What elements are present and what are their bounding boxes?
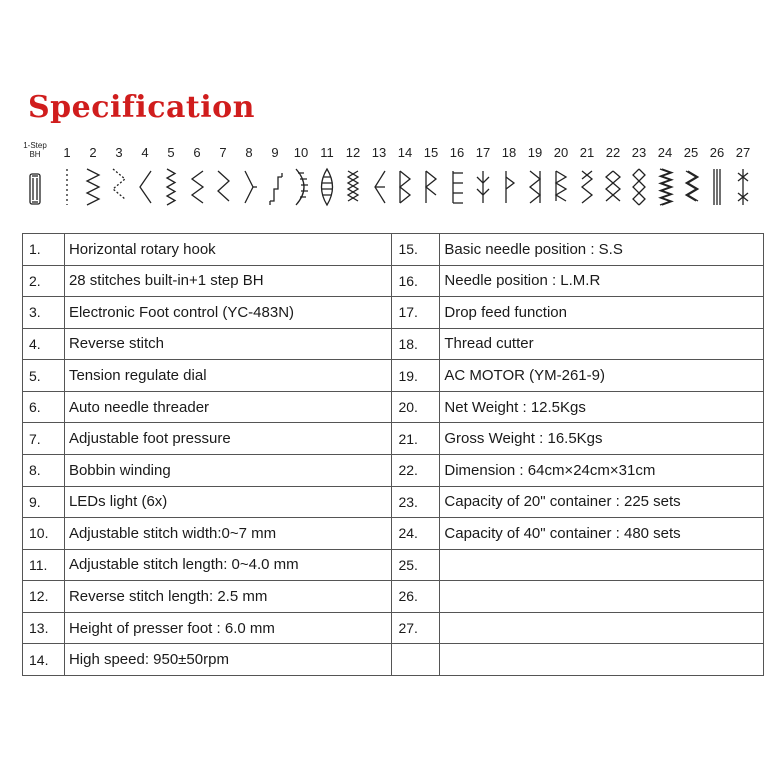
stitch-number: 5 bbox=[167, 145, 175, 160]
spec-text: Horizontal rotary hook bbox=[64, 234, 392, 266]
stitch-pattern-11 bbox=[314, 140, 340, 214]
stitch-number: 22 bbox=[605, 145, 621, 160]
stitch-icon bbox=[106, 165, 132, 209]
spec-text: Reverse stitch bbox=[64, 328, 392, 360]
spec-text: Bobbin winding bbox=[64, 454, 392, 486]
spec-row bbox=[23, 549, 764, 581]
spec-row bbox=[23, 297, 764, 329]
spec-number: 3. bbox=[23, 297, 65, 329]
stitch-pattern-13 bbox=[366, 140, 392, 214]
spec-text: Basic needle position : S.S bbox=[440, 234, 764, 266]
spec-text: Adjustable foot pressure bbox=[64, 423, 392, 455]
stitch-number: 7 bbox=[219, 145, 227, 160]
stitch-icon bbox=[496, 165, 522, 209]
spec-text: Drop feed function bbox=[440, 297, 764, 329]
stitch-pattern-14 bbox=[392, 140, 418, 214]
spec-text: Reverse stitch length: 2.5 mm bbox=[64, 581, 392, 613]
spec-row bbox=[23, 265, 764, 297]
stitch-icon bbox=[158, 165, 184, 209]
spec-row bbox=[23, 234, 764, 266]
stitch-pattern-9 bbox=[262, 140, 288, 214]
stitch-pattern-18 bbox=[496, 140, 522, 214]
spec-number: 22. bbox=[392, 454, 440, 486]
stitch-number: 16 bbox=[449, 145, 465, 160]
spec-text: Capacity of 40" container : 480 sets bbox=[440, 518, 764, 550]
stitch-pattern-25 bbox=[678, 140, 704, 214]
stitch-pattern-7 bbox=[210, 140, 236, 214]
stitch-pattern-2 bbox=[80, 140, 106, 214]
stitch-pattern-3 bbox=[106, 140, 132, 214]
spec-number: 5. bbox=[23, 360, 65, 392]
stitch-icon bbox=[314, 165, 340, 209]
stitch-pattern-4 bbox=[132, 140, 158, 214]
stitch-icon bbox=[184, 165, 210, 209]
stitch-icon bbox=[548, 165, 574, 209]
stitch-number: 8 bbox=[245, 145, 253, 160]
stitch-pattern-27 bbox=[730, 140, 756, 214]
specification-table bbox=[22, 233, 764, 676]
stitch-number: 4 bbox=[141, 145, 149, 160]
spec-text bbox=[440, 581, 764, 613]
page-title: Specification bbox=[28, 90, 255, 125]
stitch-pattern-20 bbox=[548, 140, 574, 214]
spec-text: Net Weight : 12.5Kgs bbox=[440, 391, 764, 423]
spec-number: 26. bbox=[392, 581, 440, 613]
spec-text: Electronic Foot control (YC-483N) bbox=[64, 297, 392, 329]
spec-row bbox=[23, 360, 764, 392]
stitch-pattern-15 bbox=[418, 140, 444, 214]
stitch-pattern-26 bbox=[704, 140, 730, 214]
stitch-pattern-21 bbox=[574, 140, 600, 214]
spec-text: Height of presser foot : 6.0 mm bbox=[64, 612, 392, 644]
stitch-number: 19 bbox=[527, 145, 543, 160]
stitch-icon bbox=[210, 165, 236, 209]
spec-row bbox=[23, 581, 764, 613]
stitch-icon bbox=[444, 165, 470, 209]
stitch-number: 13 bbox=[371, 145, 387, 160]
spec-text: Gross Weight : 16.5Kgs bbox=[440, 423, 764, 455]
spec-number: 15. bbox=[392, 234, 440, 266]
spec-number: 4. bbox=[23, 328, 65, 360]
spec-text bbox=[440, 549, 764, 581]
stitch-number: 17 bbox=[475, 145, 491, 160]
spec-number: 25. bbox=[392, 549, 440, 581]
stitch-number: 26 bbox=[709, 145, 725, 160]
stitch-number: 27 bbox=[735, 145, 751, 160]
spec-number: 1. bbox=[23, 234, 65, 266]
stitch-icon bbox=[340, 165, 366, 209]
spec-number: 18. bbox=[392, 328, 440, 360]
spec-text bbox=[440, 612, 764, 644]
stitch-number: 10 bbox=[293, 145, 309, 160]
stitch-number: 18 bbox=[501, 145, 517, 160]
stitch-pattern-24 bbox=[652, 140, 678, 214]
stitch-number: 6 bbox=[193, 145, 201, 160]
stitch-icon bbox=[574, 165, 600, 209]
stitch-icon bbox=[418, 165, 444, 209]
stitch-icon bbox=[366, 165, 392, 209]
stitch-number: 11 bbox=[320, 145, 334, 160]
spec-number: 10. bbox=[23, 518, 65, 550]
stitch-number: 2 bbox=[89, 145, 97, 160]
spec-row bbox=[23, 454, 764, 486]
spec-text: High speed: 950±50rpm bbox=[64, 644, 392, 676]
spec-number: 8. bbox=[23, 454, 65, 486]
spec-number: 17. bbox=[392, 297, 440, 329]
spec-text: Auto needle threader bbox=[64, 391, 392, 423]
spec-number: 14. bbox=[23, 644, 65, 676]
stitch-pattern-23 bbox=[626, 140, 652, 214]
stitch-pattern-22 bbox=[600, 140, 626, 214]
stitch-icon bbox=[522, 165, 548, 209]
stitch-icon bbox=[54, 165, 80, 209]
stitch-pattern-strip bbox=[22, 140, 762, 214]
spec-number: 6. bbox=[23, 391, 65, 423]
stitch-number: 1 bbox=[63, 145, 71, 160]
stitch-pattern-12 bbox=[340, 140, 366, 214]
stitch-icon bbox=[626, 165, 652, 209]
spec-number: 27. bbox=[392, 612, 440, 644]
stitch-number: 20 bbox=[553, 145, 569, 160]
spec-number: 24. bbox=[392, 518, 440, 550]
spec-text: Tension regulate dial bbox=[64, 360, 392, 392]
spec-number: 21. bbox=[392, 423, 440, 455]
stitch-pattern-16 bbox=[444, 140, 470, 214]
spec-row bbox=[23, 518, 764, 550]
stitch-icon bbox=[22, 170, 48, 214]
spec-row bbox=[23, 328, 764, 360]
spec-text: LEDs light (6x) bbox=[64, 486, 392, 518]
stitch-icon bbox=[678, 165, 704, 209]
stitch-pattern-5 bbox=[158, 140, 184, 214]
stitch-pattern-6 bbox=[184, 140, 210, 214]
stitch-icon bbox=[652, 165, 678, 209]
stitch-icon bbox=[288, 165, 314, 209]
spec-text: AC MOTOR (YM-261-9) bbox=[440, 360, 764, 392]
spec-text: Adjustable stitch width:0~7 mm bbox=[64, 518, 392, 550]
stitch-icon bbox=[80, 165, 106, 209]
spec-number: 19. bbox=[392, 360, 440, 392]
stitch-icon bbox=[132, 165, 158, 209]
stitch-number: 9 bbox=[271, 145, 279, 160]
spec-number: 11. bbox=[23, 549, 65, 581]
spec-text: 28 stitches built-in+1 step BH bbox=[64, 265, 392, 297]
spec-number: 23. bbox=[392, 486, 440, 518]
spec-row bbox=[23, 644, 764, 676]
stitch-pattern-17 bbox=[470, 140, 496, 214]
spec-number bbox=[392, 644, 440, 676]
stitch-number: 25 bbox=[683, 145, 699, 160]
stitch-icon bbox=[470, 165, 496, 209]
stitch-icon bbox=[392, 165, 418, 209]
stitch-number: 12 bbox=[345, 145, 361, 160]
stitch-number: 23 bbox=[631, 145, 647, 160]
stitch-number: 14 bbox=[397, 145, 413, 160]
spec-text: Thread cutter bbox=[440, 328, 764, 360]
stitch-pattern-8 bbox=[236, 140, 262, 214]
spec-number: 12. bbox=[23, 581, 65, 613]
stitch-number: 15 bbox=[423, 145, 439, 160]
spec-number: 20. bbox=[392, 391, 440, 423]
stitch-number: 3 bbox=[115, 145, 123, 160]
stitch-pattern-1 bbox=[54, 140, 80, 214]
spec-row bbox=[23, 486, 764, 518]
stitch-number: 21 bbox=[579, 145, 595, 160]
spec-row bbox=[23, 612, 764, 644]
spec-text bbox=[440, 644, 764, 676]
stitch-icon bbox=[262, 165, 288, 209]
stitch-icon bbox=[236, 165, 262, 209]
stitch-pattern-buttonhole bbox=[22, 140, 48, 214]
stitch-icon bbox=[600, 165, 626, 209]
spec-row bbox=[23, 391, 764, 423]
stitch-icon bbox=[704, 165, 730, 209]
spec-number: 16. bbox=[392, 265, 440, 297]
stitch-icon bbox=[730, 165, 756, 209]
stitch-number: 1-Step BH bbox=[23, 141, 47, 159]
spec-number: 13. bbox=[23, 612, 65, 644]
spec-text: Adjustable stitch length: 0~4.0 mm bbox=[64, 549, 392, 581]
spec-number: 7. bbox=[23, 423, 65, 455]
stitch-number: 24 bbox=[657, 145, 673, 160]
stitch-pattern-10 bbox=[288, 140, 314, 214]
spec-text: Capacity of 20" container : 225 sets bbox=[440, 486, 764, 518]
spec-row bbox=[23, 423, 764, 455]
spec-text: Needle position : L.M.R bbox=[440, 265, 764, 297]
spec-text: Dimension : 64cm×24cm×31cm bbox=[440, 454, 764, 486]
spec-number: 9. bbox=[23, 486, 65, 518]
spec-number: 2. bbox=[23, 265, 65, 297]
stitch-pattern-19 bbox=[522, 140, 548, 214]
